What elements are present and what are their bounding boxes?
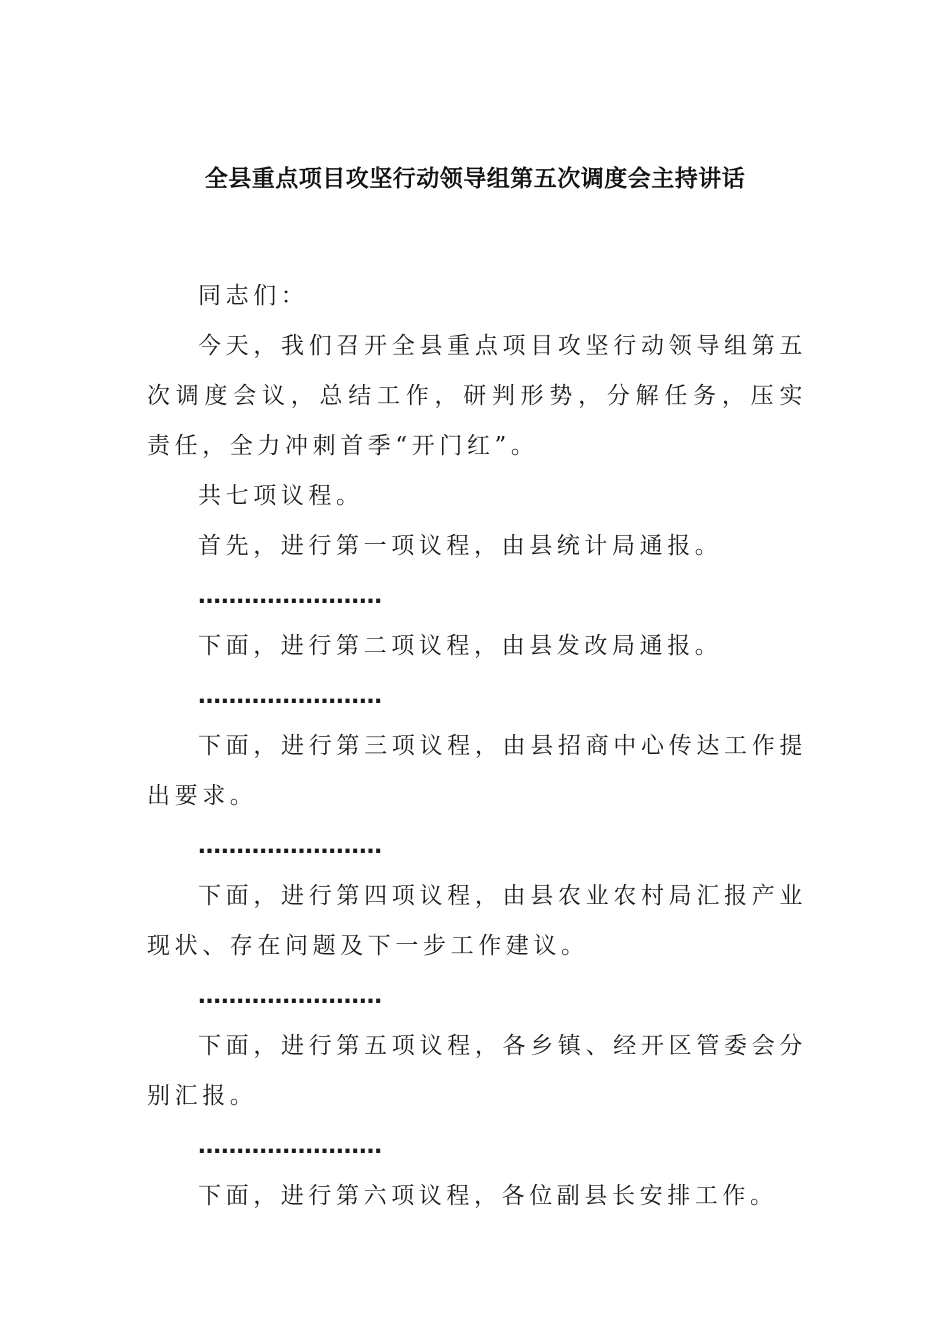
document-title: 全县重点项目攻坚行动领导组第五次调度会主持讲话 [204, 165, 746, 192]
paragraph-agenda-count: 共七项议程。 [198, 483, 364, 509]
ellipsis-separator: …………………… [198, 1133, 382, 1159]
paragraph-agenda-5: 下面，进行第五项议程，各乡镇、经开区管委会分别汇报。 [147, 1033, 807, 1109]
paragraph-agenda-6: 下面，进行第六项议程，各位副县长安排工作。 [198, 1183, 778, 1209]
ellipsis-separator: …………………… [198, 583, 382, 609]
ellipsis-separator: …………………… [198, 683, 382, 709]
ellipsis-separator: …………………… [198, 833, 382, 859]
ellipsis-separator: …………………… [198, 983, 382, 1009]
paragraph-salutation: 同志们： [198, 283, 309, 309]
paragraph-agenda-4: 下面，进行第四项议程，由县农业农村局汇报产业现状、存在问题及下一步工作建议。 [147, 883, 807, 959]
paragraph-agenda-1: 首先，进行第一项议程，由县统计局通报。 [198, 533, 723, 559]
paragraph-opening: 今天，我们召开全县重点项目攻坚行动领导组第五次调度会议，总结工作，研判形势，分解任务，压实责任，全力冲刺首季“开门红”。 [147, 333, 807, 459]
paragraph-agenda-2: 下面，进行第二项议程，由县发改局通报。 [198, 633, 723, 659]
document-body [147, 271, 807, 1221]
paragraph-agenda-3: 下面，进行第三项议程，由县招商中心传达工作提出要求。 [147, 733, 807, 809]
